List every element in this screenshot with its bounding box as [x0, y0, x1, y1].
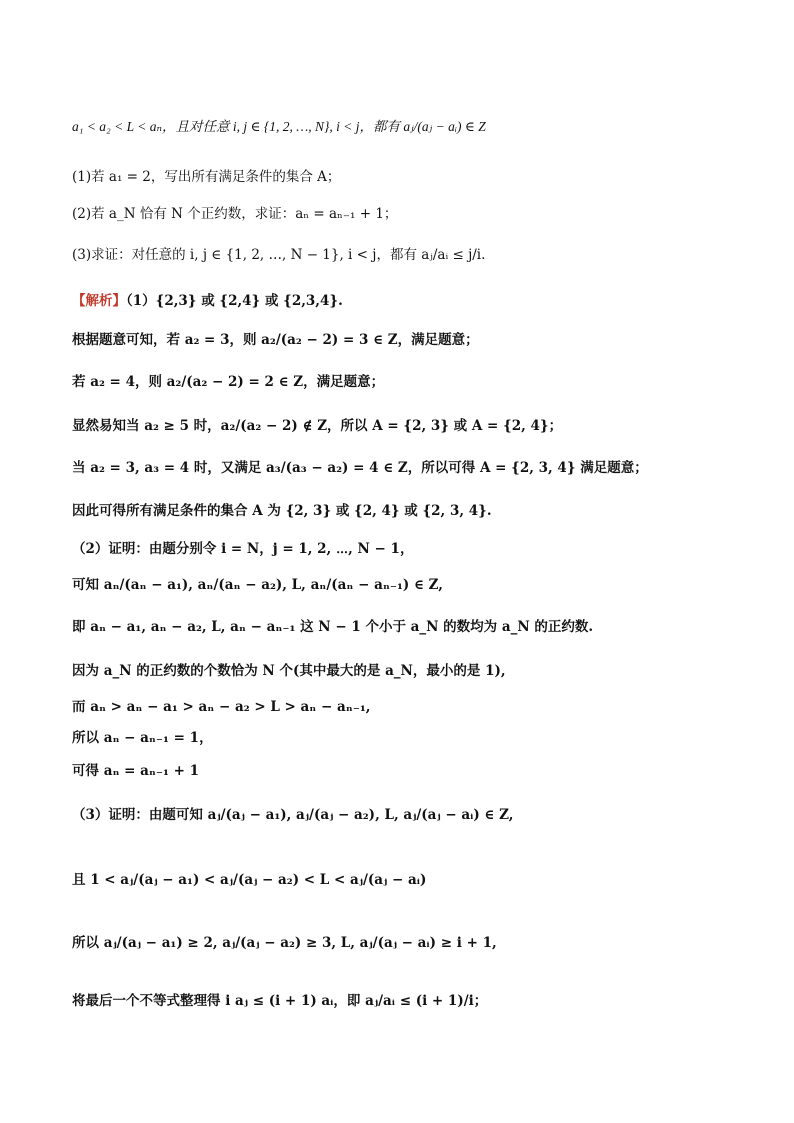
- question-3: [72, 246, 485, 264]
- solution-3-step-1: [72, 806, 513, 824]
- solution-1-conclusion: [72, 502, 492, 520]
- solution-2-step-3-text: 因为 a_N 的正约数的个数恰为 N 个(其中最大的是 a_N，最小的是 1),: [72, 663, 506, 679]
- solution-3-step-1-text: （3）证明：由题可知 aⱼ/(aⱼ − a₁), aⱼ/(aⱼ − a₂), L, aⱼ/(aⱼ − aᵢ) ∈ Z,: [72, 807, 514, 823]
- question-1: [72, 168, 340, 186]
- solution-1-step-3-text: 显然易知当 a₂ ≥ 5 时，a₂/(a₂ − 2) ∉ Z，所以 A = {2, 3} 或 A = {2, 4}；: [72, 418, 563, 434]
- solution-2-setup: [72, 540, 413, 558]
- solution-2-step-1: [72, 576, 443, 594]
- question-3-text: (3)求证：对任意的 i, j ∈ {1, 2, …, N − 1}, i < j，都有 aⱼ/aᵢ ≤ j/i.: [72, 247, 486, 263]
- solution-1-step-4: [72, 459, 648, 477]
- solution-2-step-2-text: 即 aₙ − a₁, aₙ − a₂, L, aₙ − aₙ₋₁ 这 N − 1 个小于 a_N 的数均为 a_N 的正约数.: [72, 619, 594, 635]
- question-2: [72, 205, 397, 223]
- premise-text: a₁ < a₂ < L < aₙ，且对任意 i, j ∈ {1, 2, …, N}, i < j，都有 aⱼ/(aⱼ − aᵢ) ∈ Z: [72, 119, 486, 134]
- solution-1-step-1: [72, 331, 479, 349]
- solution-2-conclusion-text: 可得 aₙ = aₙ₋₁ + 1: [72, 763, 200, 779]
- solution-1-step-1-text: 根据题意可知，若 a₂ = 3，则 a₂/(a₂ − 2) = 3 ∈ Z，满足题意；: [72, 332, 479, 348]
- solution-3-step-2: [72, 871, 426, 889]
- solution-2-step-4-text: 而 aₙ > aₙ − a₁ > aₙ − a₂ > L > aₙ − aₙ₋₁,: [72, 699, 371, 715]
- solution-tag: 【解析】: [72, 293, 126, 309]
- solution-2-conclusion: [72, 762, 199, 780]
- solution-1-step-2-text: 若 a₂ = 4，则 a₂/(a₂ − 2) = 2 ∈ Z，满足题意；: [72, 374, 385, 390]
- premise-line: [72, 118, 486, 136]
- solution-1-step-3: [72, 417, 562, 435]
- solution-3-step-2-text: 且 1 < aⱼ/(aⱼ − a₁) < aⱼ/(aⱼ − a₂) < L < aⱼ/(aⱼ − aᵢ): [72, 872, 427, 888]
- solution-1-step-4-text: 当 a₂ = 3, a₃ = 4 时，又满足 a₃/(a₃ − a₂) = 4 ∈ Z，所以可得 A = {2, 3, 4} 满足题意；: [72, 460, 648, 476]
- solution-1-answer-text: （1）{2,3} 或 {2,4} 或 {2,3,4}.: [126, 293, 343, 309]
- solution-2-step-4: [72, 698, 371, 716]
- solution-2-step-5: [72, 729, 213, 747]
- solution-3-step-3: [72, 934, 497, 952]
- solution-2-step-3: [72, 662, 506, 680]
- solution-2-step-5-text: 所以 aₙ − aₙ₋₁ = 1，: [72, 730, 213, 746]
- solution-2-setup-text: （2）证明：由题分别令 i = N，j = 1, 2, ⋯, N − 1，: [72, 541, 414, 557]
- solution-2-step-1-text: 可知 aₙ/(aₙ − a₁), aₙ/(aₙ − a₂), L, aₙ/(aₙ − aₙ₋₁) ∈ Z,: [72, 577, 443, 593]
- question-1-text: (1)若 a₁ = 2，写出所有满足条件的集合 A；: [72, 169, 341, 185]
- solution-1-answer: [72, 292, 343, 310]
- question-2-text: (2)若 a_N 恰有 N 个正约数，求证：aₙ = aₙ₋₁ + 1；: [72, 206, 398, 222]
- solution-2-step-2: [72, 618, 593, 636]
- solution-1-conclusion-text: 因此可得所有满足条件的集合 A 为 {2, 3} 或 {2, 4} 或 {2, 3, 4}.: [72, 503, 492, 519]
- solution-3-step-4-text: 将最后一个不等式整理得 i aⱼ ≤ (i + 1) aᵢ，即 aⱼ/aᵢ ≤ (i + 1)/i；: [72, 993, 488, 1009]
- solution-3-step-4: [72, 992, 487, 1010]
- solution-1-step-2: [72, 373, 384, 391]
- solution-3-step-3-text: 所以 aⱼ/(aⱼ − a₁) ≥ 2, aⱼ/(aⱼ − a₂) ≥ 3, L, aⱼ/(aⱼ − aᵢ) ≥ i + 1,: [72, 935, 497, 951]
